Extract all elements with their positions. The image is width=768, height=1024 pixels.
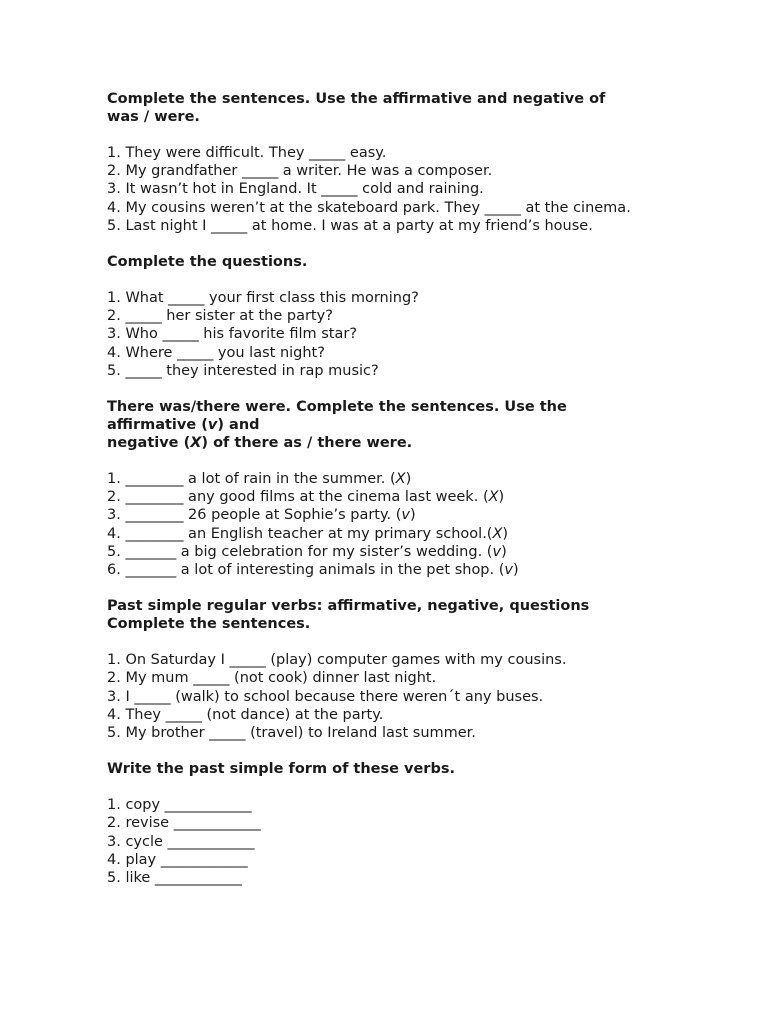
heading-line: affirmative (v) and (107, 417, 260, 434)
list-item: 5. _____ they interested in rap music? (107, 362, 379, 379)
section-heading (107, 253, 667, 271)
heading-line: There was/there were. Complete the sentences. Use the (107, 399, 567, 416)
heading-line: Complete the sentences. (107, 616, 311, 633)
section-heading (107, 90, 667, 126)
list-item: 5. My brother _____ (travel) to Ireland last summer. (107, 725, 476, 742)
list-item: 2. My mum _____ (not cook) dinner last night. (107, 670, 437, 687)
list-item: 3. ________ 26 people at Sophie’s party. (v) (107, 507, 416, 524)
heading-line: Past simple regular verbs: affirmative, negative, questions (107, 598, 590, 615)
list-item: 1. ________ a lot of rain in the summer. (X) (107, 471, 412, 488)
exercise-list (107, 144, 667, 235)
list-item: 3. I _____ (walk) to school because there weren´t any buses. (107, 688, 544, 705)
section-verb-forms (107, 760, 667, 887)
list-item: 3. Who _____ his favorite film star? (107, 326, 358, 343)
list-item: 1. On Saturday I _____ (play) computer games with my cousins. (107, 652, 567, 669)
heading-line: negative (X) of there as / there were. (107, 435, 413, 452)
list-item: 4. play ____________ (107, 851, 248, 868)
list-item: 3. cycle ____________ (107, 833, 255, 850)
list-item: 4. Where _____ you last night? (107, 344, 325, 361)
list-item: 2. My grandfather _____ a writer. He was a composer. (107, 163, 493, 180)
list-item: 1. copy ____________ (107, 797, 252, 814)
list-item: 4. They _____ (not dance) at the party. (107, 706, 384, 723)
list-item: 4. ________ an English teacher at my primary school.(X) (107, 525, 509, 542)
list-item: 2. ________ any good films at the cinema last week. (X) (107, 489, 505, 506)
section-heading (107, 398, 667, 452)
worksheet (107, 90, 667, 887)
heading-line: Write the past simple form of these verbs. (107, 761, 455, 778)
list-item: 3. It wasn’t hot in England. It _____ cold and raining. (107, 181, 484, 198)
exercise-list (107, 651, 667, 742)
heading-line: Complete the sentences. Use the affirmative and negative of (107, 91, 606, 107)
exercise-list (107, 289, 667, 380)
list-item: 1. What _____ your first class this morning? (107, 290, 419, 307)
section-questions (107, 253, 667, 398)
list-item: 2. revise ____________ (107, 815, 261, 832)
heading-line: was / were. (107, 109, 200, 125)
section-heading (107, 597, 667, 633)
exercise-list (107, 470, 667, 579)
section-past-simple (107, 597, 667, 760)
section-there-was-were (107, 398, 667, 597)
list-item: 2. _____ her sister at the party? (107, 308, 333, 325)
list-item: 5. like ____________ (107, 870, 242, 887)
list-item: 1. They were difficult. They _____ easy. (107, 145, 387, 161)
list-item: 5. Last night I _____ at home. I was at a party at my friend’s house. (107, 217, 593, 234)
section-was-were (107, 90, 667, 253)
heading-line: Complete the questions. (107, 254, 308, 271)
list-item: 4. My cousins weren’t at the skateboard park. They _____ at the cinema. (107, 199, 631, 216)
list-item: 5. _______ a big celebration for my sister’s wedding. (v) (107, 543, 507, 560)
section-heading (107, 760, 667, 778)
exercise-list (107, 796, 667, 887)
list-item: 6. _______ a lot of interesting animals in the pet shop. (v) (107, 562, 519, 579)
